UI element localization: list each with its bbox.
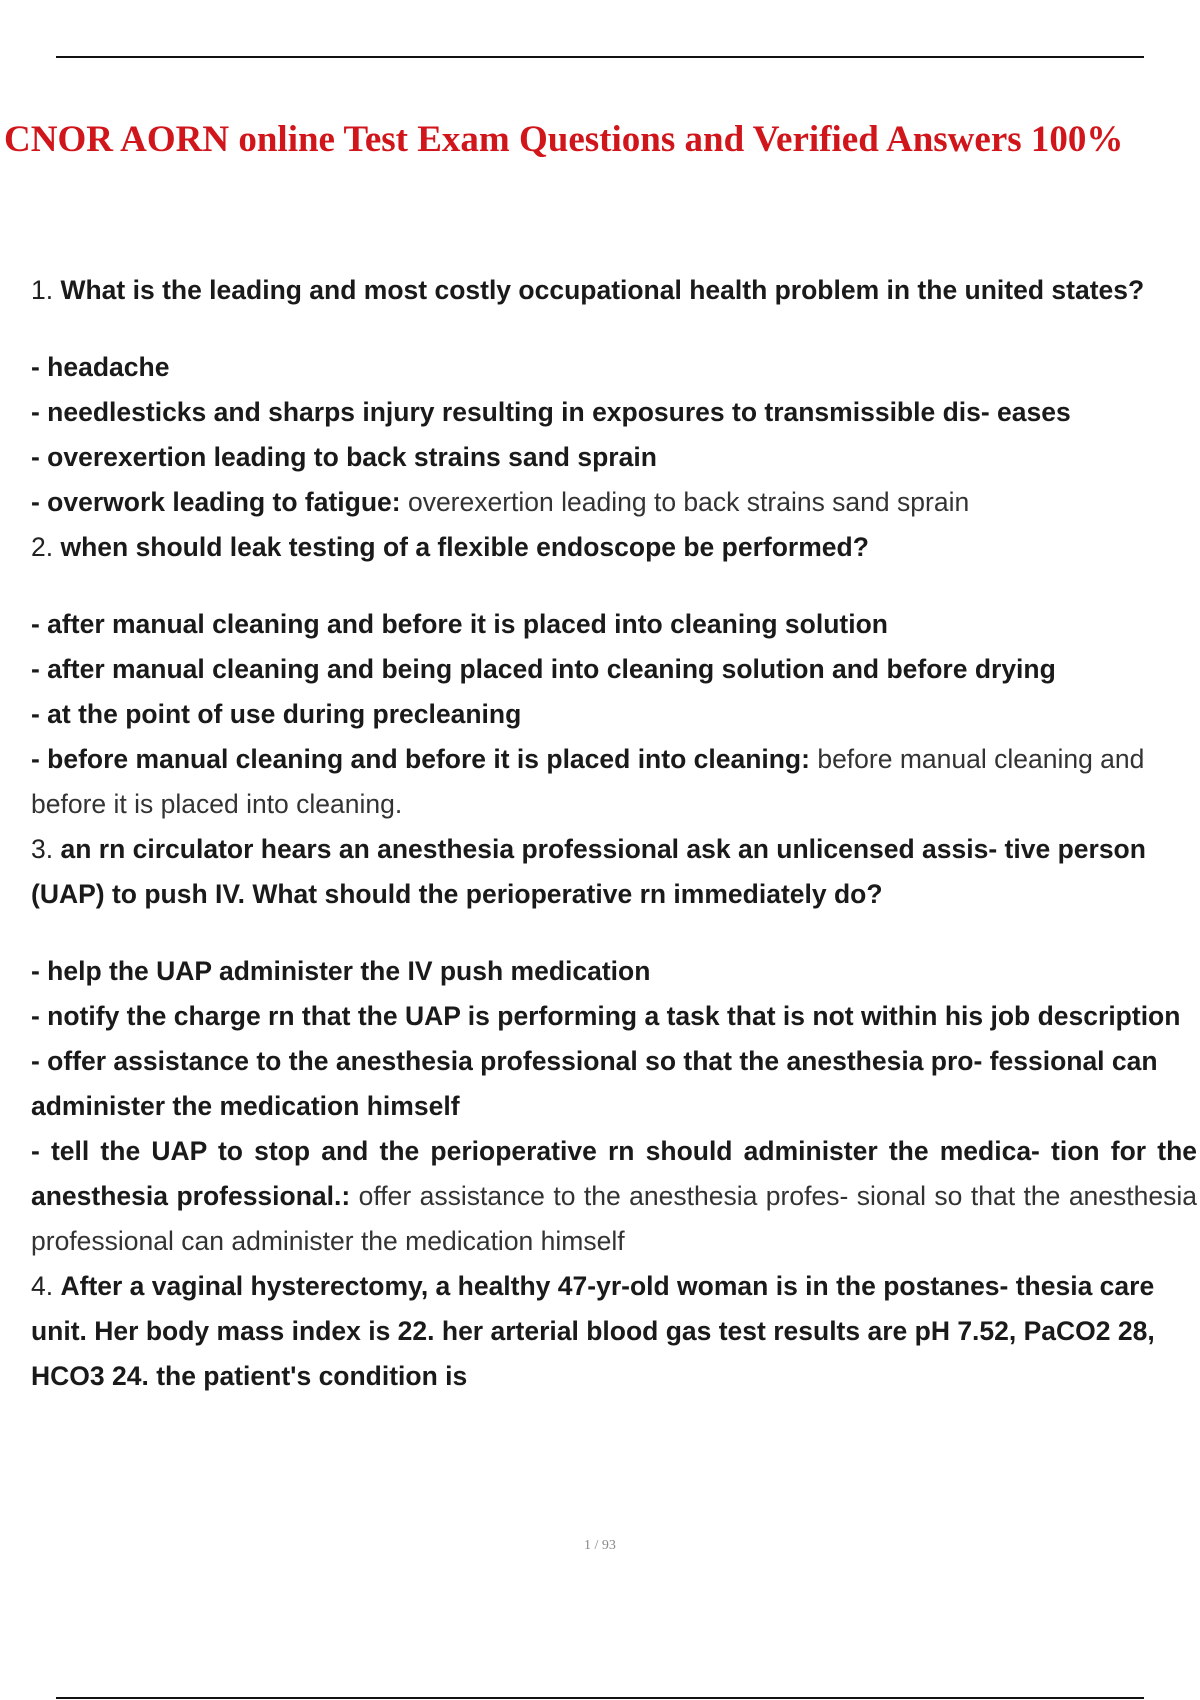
top-rule — [56, 56, 1144, 58]
option-with-answer — [31, 480, 1197, 525]
option-item: - before manual cleaning and before it is placed into cleaning: — [31, 744, 810, 774]
question-number: 2. — [31, 532, 54, 562]
option-item: - notify the charge rn that the UAP is performing a task that is not within his job description — [31, 1001, 1181, 1031]
option-with-answer — [31, 1129, 1197, 1264]
option-item: - overexertion leading to back strains sand sprain — [31, 442, 657, 472]
option-item: - overwork leading to fatigue: — [31, 487, 401, 517]
option-item: - help the UAP administer the IV push medication — [31, 956, 651, 986]
document-body — [31, 268, 1197, 1399]
document-title: CNOR AORN online Test Exam Questions and Verified Answers 100% — [4, 119, 1124, 160]
option-item: - after manual cleaning and being placed into cleaning solution and before drying — [31, 654, 1056, 684]
question-3 — [31, 827, 1197, 917]
page-number: 1 / 93 — [584, 1538, 616, 1553]
option-item: - tell the UAP to stop and the perioperative rn should administer the medica- tion for the anesthesia professional.: — [31, 1136, 1197, 1211]
correct-answer: overexertion leading to back strains sand sprain — [407, 487, 970, 517]
question-number: 1. — [31, 275, 54, 305]
option-item: - after manual cleaning and before it is placed into cleaning solution — [31, 609, 888, 639]
question-2 — [31, 525, 1197, 570]
question-4 — [31, 1264, 1197, 1399]
question-number: 4. — [31, 1271, 54, 1301]
question-1 — [31, 268, 1197, 313]
option-with-answer — [31, 737, 1197, 827]
option-item: - needlesticks and sharps injury resulting in exposures to transmissible dis- eases — [31, 397, 1071, 427]
option-item: - offer assistance to the anesthesia professional so that the anesthesia pro- fessional can administer the medication himself — [31, 1046, 1158, 1121]
answer-options-2 — [31, 602, 1197, 827]
bottom-rule — [56, 1697, 1144, 1699]
correct-answer: before manual cleaning and before it is placed into cleaning. — [31, 744, 1145, 819]
question-text: What is the leading and most costly occupational health problem in the united states? — [60, 275, 1145, 305]
question-text: when should leak testing of a flexible endoscope be performed? — [60, 532, 869, 562]
question-text: After a vaginal hysterectomy, a healthy 47-yr-old woman is in the postanes- thesia care unit. Her body mass index is 22. her arterial blood gas test results are pH 7.52, PaCO2 28, HCO3 24. the patient's condition is — [31, 1271, 1155, 1391]
answer-options-3 — [31, 949, 1197, 1264]
question-text: an rn circulator hears an anesthesia professional ask an unlicensed assis- tive person (UAP) to push IV. What should the perioperative rn immediately do? — [31, 834, 1146, 909]
question-number: 3. — [31, 834, 54, 864]
correct-answer: offer assistance to the anesthesia profes- sional so that the anesthesia professional can administer the medication himself — [31, 1181, 1197, 1256]
option-item: - headache — [31, 352, 170, 382]
option-item: - at the point of use during precleaning — [31, 699, 522, 729]
answer-options-1 — [31, 345, 1197, 525]
